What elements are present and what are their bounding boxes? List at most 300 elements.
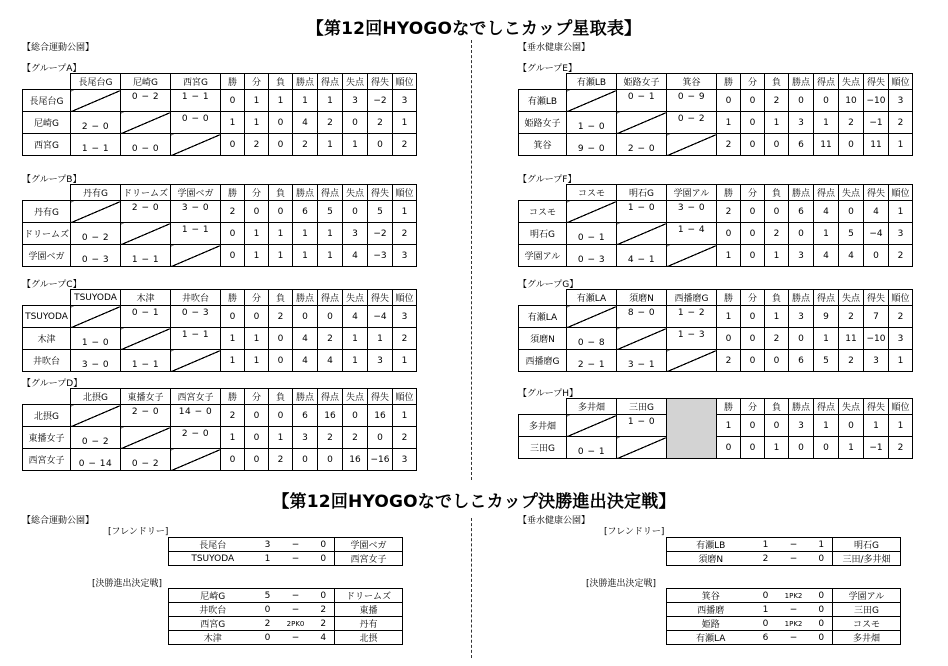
stat-header: 得点	[814, 185, 839, 201]
stat-value: 0	[221, 245, 245, 267]
stat-header: 分	[245, 290, 269, 306]
self-match-cell	[171, 134, 221, 156]
score-cell	[121, 245, 171, 267]
corner-cell	[519, 399, 567, 415]
stat-value: 3	[789, 245, 814, 267]
unused-cell	[667, 399, 717, 459]
stat-value: 0	[741, 328, 765, 350]
decider-title: 【第12回HYOGOなでしこカップ決勝進出決定戦】	[272, 492, 676, 512]
table-row	[23, 328, 417, 350]
stat-header: 勝	[221, 290, 245, 306]
away-score: 2	[313, 603, 335, 617]
stat-value: 1	[393, 350, 417, 372]
score-text: 3 − 0	[181, 203, 210, 213]
stat-value: 0	[221, 90, 245, 112]
stat-value: 2	[343, 427, 368, 449]
score-text: 1 − 1	[181, 330, 210, 340]
stat-value: 2	[293, 134, 318, 156]
stat-value: 16	[368, 405, 393, 427]
column-team-name: 長尾台G	[71, 74, 121, 90]
stat-value: 0	[765, 415, 789, 437]
row-team-name: 多井畑	[519, 415, 567, 437]
stat-value: 16	[318, 405, 343, 427]
score-text: 0 − 14	[78, 459, 113, 469]
stat-value: 3	[789, 112, 814, 134]
stat-value: 1	[889, 350, 913, 372]
home-score: 3	[257, 538, 279, 552]
score-cell	[617, 90, 667, 112]
stat-header: 順位	[393, 290, 417, 306]
stat-value: −10	[864, 328, 889, 350]
fixture-row	[169, 589, 403, 603]
score-text: 1 − 0	[81, 338, 110, 348]
self-match-cell	[567, 306, 617, 328]
stat-value: 1	[393, 201, 417, 223]
home-team: 箕谷	[667, 589, 755, 603]
score-text: 1 − 1	[131, 360, 160, 370]
group-a-label: 【グループA】	[22, 64, 82, 74]
stat-value: 4	[864, 201, 889, 223]
group-e-label: 【グループE】	[518, 64, 577, 74]
stat-header: 得点	[318, 185, 343, 201]
stat-header: 得失	[368, 185, 393, 201]
stat-value: 0	[741, 437, 765, 459]
stat-value: 3	[889, 328, 913, 350]
table-row	[23, 427, 417, 449]
away-team: 三田G	[833, 603, 901, 617]
stat-header: 勝点	[789, 399, 814, 415]
table-row	[23, 350, 417, 372]
stat-value: 0	[343, 112, 368, 134]
stat-value: 0	[368, 134, 393, 156]
stat-value: −2	[368, 90, 393, 112]
column-team-name: ドリームズ	[121, 185, 171, 201]
fixture-row	[667, 617, 901, 631]
column-team-name: 多井畑	[567, 399, 617, 415]
column-team-name: 西宮女子	[171, 389, 221, 405]
right-friendly-table	[666, 537, 901, 566]
stat-header: 負	[765, 74, 789, 90]
stat-value: 1	[269, 90, 293, 112]
stat-header: 勝	[717, 74, 741, 90]
stat-value: 1	[343, 134, 368, 156]
stat-header: 分	[741, 290, 765, 306]
score-separator: 1PK2	[777, 589, 811, 603]
stat-value: 0	[814, 90, 839, 112]
stat-value: 1	[765, 437, 789, 459]
stat-value: 1	[717, 306, 741, 328]
stat-header: 得失	[368, 290, 393, 306]
score-cell	[71, 449, 121, 471]
score-text: 3 − 0	[677, 203, 706, 213]
stat-value: 4	[293, 328, 318, 350]
home-score: 2	[755, 552, 777, 566]
column-team-name: 北摂G	[71, 389, 121, 405]
stat-value: 0	[269, 201, 293, 223]
stat-value: 0	[741, 90, 765, 112]
stat-value: 1	[318, 245, 343, 267]
stat-header: 順位	[889, 399, 913, 415]
stat-value: 2	[765, 328, 789, 350]
self-match-cell	[617, 223, 667, 245]
stat-value: 0	[717, 328, 741, 350]
home-score: 5	[257, 589, 279, 603]
stat-value: 4	[814, 201, 839, 223]
score-cell	[567, 328, 617, 350]
table-row	[519, 112, 913, 134]
stat-value: 1	[269, 245, 293, 267]
stat-value: 2	[221, 405, 245, 427]
score-text: 9 − 0	[577, 144, 606, 154]
away-team: 学園アル	[833, 589, 901, 603]
stat-value: 1	[245, 112, 269, 134]
stat-header: 失点	[839, 185, 864, 201]
home-score: 1	[257, 552, 279, 566]
row-team-name: 学園アル	[519, 245, 567, 267]
row-team-name: 学園ベガ	[23, 245, 71, 267]
self-match-cell	[171, 350, 221, 372]
stat-header: 得失	[864, 74, 889, 90]
score-text: 1 − 0	[627, 203, 656, 213]
score-cell	[667, 90, 717, 112]
self-match-cell	[567, 201, 617, 223]
stat-value: −1	[864, 112, 889, 134]
score-text: 0 − 2	[677, 114, 706, 124]
column-team-name: 明石G	[617, 185, 667, 201]
fixture-row	[667, 603, 901, 617]
score-text: 2 − 0	[181, 429, 210, 439]
stat-value: 3	[864, 350, 889, 372]
stat-value: 0	[221, 223, 245, 245]
stat-value: 1	[293, 223, 318, 245]
score-cell	[617, 134, 667, 156]
stat-header: 勝	[717, 185, 741, 201]
stat-value: 0	[245, 201, 269, 223]
stat-value: 6	[789, 350, 814, 372]
stat-header: 勝点	[293, 290, 318, 306]
self-match-cell	[667, 245, 717, 267]
stat-value: 0	[343, 201, 368, 223]
table-row	[519, 201, 913, 223]
score-separator: 2PK0	[279, 617, 313, 631]
corner-cell	[519, 290, 567, 306]
home-score: 6	[755, 631, 777, 645]
away-score: 0	[313, 538, 335, 552]
away-score: 1	[811, 538, 833, 552]
stat-value: −4	[864, 223, 889, 245]
stat-value: 0	[741, 245, 765, 267]
stat-header: 得失	[864, 290, 889, 306]
stat-value: 2	[765, 90, 789, 112]
row-team-name: 有瀬LB	[519, 90, 567, 112]
stat-value: 2	[393, 328, 417, 350]
stat-value: 1	[293, 90, 318, 112]
stat-value: 0	[741, 223, 765, 245]
score-cell	[121, 201, 171, 223]
group-g-table	[518, 289, 913, 372]
left-decider-table	[168, 588, 403, 645]
center-divider-2	[471, 518, 472, 658]
score-text: 14 − 0	[178, 407, 213, 417]
stat-value: 1	[814, 223, 839, 245]
left-friendly-label: [フレンドリー]	[108, 527, 169, 537]
score-text: 1 − 1	[181, 225, 210, 235]
score-separator: −	[777, 552, 811, 566]
stat-value: 2	[717, 350, 741, 372]
table-row	[519, 306, 913, 328]
score-cell	[567, 223, 617, 245]
stat-value: 3	[889, 90, 913, 112]
group-g-label: 【グループG】	[518, 280, 579, 290]
column-team-name: 西播磨G	[667, 290, 717, 306]
score-cell	[171, 223, 221, 245]
stat-value: 1	[343, 328, 368, 350]
stat-value: 1	[889, 415, 913, 437]
right-venue-label-2: 【垂水健康公園】	[518, 516, 591, 526]
away-score: 0	[811, 617, 833, 631]
score-cell	[667, 328, 717, 350]
stat-value: 1	[293, 245, 318, 267]
stat-header: 負	[269, 389, 293, 405]
group-c-label: 【グループC】	[22, 280, 82, 290]
score-text: 2 − 0	[627, 144, 656, 154]
stat-value: 0	[269, 112, 293, 134]
group-c-table	[22, 289, 417, 372]
stat-value: 1	[393, 405, 417, 427]
stat-value: 0	[839, 134, 864, 156]
stat-header: 失点	[839, 290, 864, 306]
score-text: 2 − 0	[131, 203, 160, 213]
stat-value: 2	[717, 134, 741, 156]
score-text: 0 − 8	[577, 338, 606, 348]
score-cell	[667, 306, 717, 328]
row-team-name: 姫路女子	[519, 112, 567, 134]
stat-value: 0	[269, 405, 293, 427]
row-team-name: 箕谷	[519, 134, 567, 156]
corner-cell	[519, 74, 567, 90]
stat-value: 4	[318, 350, 343, 372]
stat-header: 得点	[318, 389, 343, 405]
stat-value: 1	[245, 223, 269, 245]
stat-value: 2	[889, 306, 913, 328]
stat-value: 0	[839, 201, 864, 223]
stat-value: 1	[864, 415, 889, 437]
group-h-table	[518, 398, 913, 459]
away-score: 4	[313, 631, 335, 645]
score-text: 0 − 2	[81, 233, 110, 243]
stat-value: 0	[717, 90, 741, 112]
score-text: 0 − 1	[627, 92, 656, 102]
score-text: 8 − 0	[627, 308, 656, 318]
stat-value: 3	[889, 223, 913, 245]
corner-cell	[23, 185, 71, 201]
home-score: 0	[755, 589, 777, 603]
stat-value: 0	[765, 201, 789, 223]
stat-value: 0	[741, 306, 765, 328]
score-text: 0 − 1	[577, 233, 606, 243]
self-match-cell	[567, 415, 617, 437]
score-separator: −	[777, 631, 811, 645]
stat-value: 1	[717, 112, 741, 134]
score-text: 0 − 3	[181, 308, 210, 318]
table-row	[519, 90, 913, 112]
stat-value: 4	[343, 306, 368, 328]
fixture-row	[667, 552, 901, 566]
stat-header: 負	[269, 290, 293, 306]
table-row	[23, 112, 417, 134]
fixture-row	[667, 538, 901, 552]
score-cell	[617, 415, 667, 437]
stat-value: 0	[221, 134, 245, 156]
score-cell	[121, 405, 171, 427]
stat-value: 3	[393, 90, 417, 112]
column-team-name: 井吹台	[171, 290, 221, 306]
stat-value: 2	[393, 223, 417, 245]
home-score: 0	[257, 603, 279, 617]
score-cell	[171, 328, 221, 350]
score-separator: −	[777, 603, 811, 617]
group-h-label: 【グループH】	[518, 389, 579, 399]
group-e-table	[518, 73, 913, 156]
group-d-label: 【グループD】	[22, 379, 83, 389]
stat-value: 2	[765, 223, 789, 245]
away-score: 0	[811, 552, 833, 566]
score-text: 1 − 1	[81, 144, 110, 154]
column-team-name: 尼崎G	[121, 74, 171, 90]
stat-value: 0	[765, 134, 789, 156]
away-score: 2	[313, 617, 335, 631]
score-cell	[171, 306, 221, 328]
stat-value: 0	[343, 405, 368, 427]
score-cell	[71, 134, 121, 156]
score-cell	[171, 201, 221, 223]
left-decider-label: [決勝進出決定戦]	[92, 579, 163, 589]
stat-value: 2	[269, 449, 293, 471]
stat-value: 2	[839, 350, 864, 372]
stat-value: 0	[717, 437, 741, 459]
score-text: 4 − 1	[627, 255, 656, 265]
away-team: 北摂	[335, 631, 403, 645]
stat-value: 6	[789, 201, 814, 223]
stat-value: 0	[765, 350, 789, 372]
stat-header: 勝点	[293, 389, 318, 405]
score-cell	[567, 437, 617, 459]
score-text: 0 − 0	[131, 144, 160, 154]
table-row	[23, 134, 417, 156]
self-match-cell	[71, 306, 121, 328]
score-cell	[71, 427, 121, 449]
stat-header: 分	[741, 185, 765, 201]
table-row	[23, 223, 417, 245]
stat-value: 2	[269, 306, 293, 328]
row-team-name: 三田G	[519, 437, 567, 459]
stat-value: −2	[368, 223, 393, 245]
stat-value: 0	[318, 306, 343, 328]
fixture-row	[169, 617, 403, 631]
away-team: 東播	[335, 603, 403, 617]
column-team-name: 須磨N	[617, 290, 667, 306]
stat-value: 1	[245, 350, 269, 372]
score-text: 1 − 4	[677, 225, 706, 235]
score-text: 0 − 3	[81, 255, 110, 265]
score-cell	[121, 449, 171, 471]
corner-cell	[23, 290, 71, 306]
row-team-name: 尼崎G	[23, 112, 71, 134]
row-team-name: 井吹台	[23, 350, 71, 372]
right-venue-label: 【垂水健康公園】	[518, 43, 591, 53]
stat-header: 勝点	[789, 185, 814, 201]
score-separator: 1PK2	[777, 617, 811, 631]
stat-value: 1	[318, 223, 343, 245]
group-f-label: 【グループF】	[518, 175, 577, 185]
away-team: コスモ	[833, 617, 901, 631]
right-decider-label: [決勝進出決定戦]	[586, 579, 657, 589]
stat-header: 勝	[221, 389, 245, 405]
stat-value: 1	[814, 328, 839, 350]
stat-value: 0	[368, 427, 393, 449]
stat-value: 2	[318, 328, 343, 350]
stat-value: 1	[765, 112, 789, 134]
score-text: 0 − 2	[131, 92, 160, 102]
stat-value: 0	[839, 415, 864, 437]
home-team: 長尾台	[169, 538, 257, 552]
score-text: 0 − 0	[181, 114, 210, 124]
stat-header: 失点	[343, 389, 368, 405]
self-match-cell	[121, 223, 171, 245]
stat-header: 勝	[221, 185, 245, 201]
stat-value: 1	[765, 245, 789, 267]
stat-value: 2	[393, 427, 417, 449]
stat-value: 2	[889, 437, 913, 459]
away-team: 学園ベガ	[335, 538, 403, 552]
stat-value: 6	[789, 134, 814, 156]
stat-value: 3	[293, 427, 318, 449]
stat-header: 順位	[393, 185, 417, 201]
fixture-row	[667, 589, 901, 603]
home-team: 井吹台	[169, 603, 257, 617]
score-separator: −	[279, 538, 313, 552]
stat-header: 負	[765, 399, 789, 415]
stat-value: 0	[293, 306, 318, 328]
row-team-name: 長尾台G	[23, 90, 71, 112]
stat-value: 0	[789, 90, 814, 112]
stat-value: 1	[269, 223, 293, 245]
stat-value: 1	[221, 328, 245, 350]
stat-value: 0	[318, 449, 343, 471]
home-score: 1	[755, 603, 777, 617]
fixture-row	[169, 538, 403, 552]
stat-value: 2	[393, 134, 417, 156]
home-team: 須磨N	[667, 552, 755, 566]
score-cell	[121, 90, 171, 112]
stat-value: 0	[269, 350, 293, 372]
score-text: 1 − 1	[131, 255, 160, 265]
stat-value: 2	[221, 201, 245, 223]
left-venue-label-2: 【総合運動公園】	[22, 516, 95, 526]
stat-value: 0	[741, 112, 765, 134]
score-text: 2 − 0	[131, 407, 160, 417]
stat-value: 1	[221, 427, 245, 449]
stat-value: 3	[393, 306, 417, 328]
stat-value: 1	[717, 415, 741, 437]
stat-header: 失点	[839, 399, 864, 415]
home-score: 2	[257, 617, 279, 631]
right-friendly-label: [フレンドリー]	[604, 527, 665, 537]
row-team-name: 西宮G	[23, 134, 71, 156]
stat-value: 1	[814, 112, 839, 134]
self-match-cell	[617, 328, 667, 350]
score-text: 0 − 9	[677, 92, 706, 102]
